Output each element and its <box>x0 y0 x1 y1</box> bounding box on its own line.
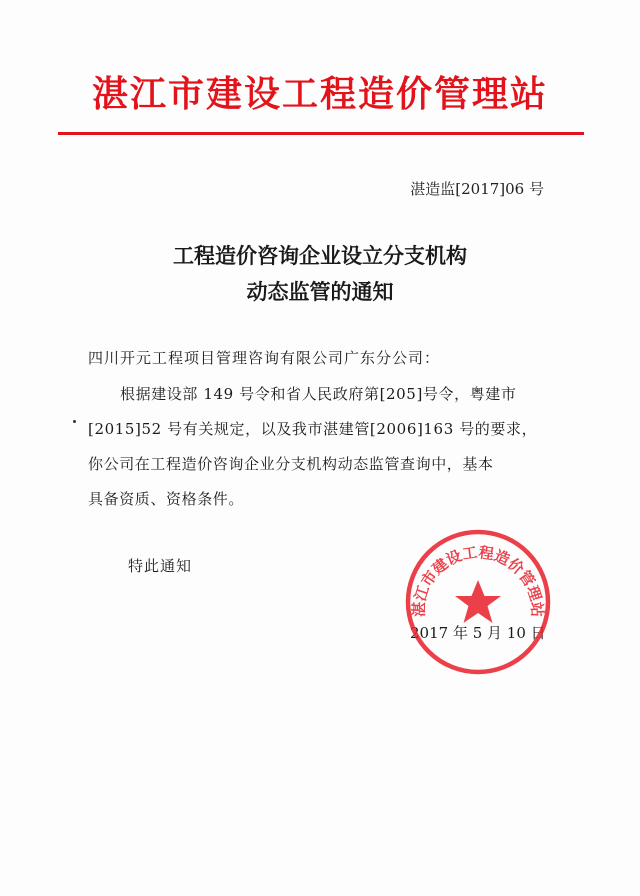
body-line-2: [2015]52 号有关规定，以及我市湛建管[2006]163 号的要求， <box>88 420 538 438</box>
official-seal <box>404 528 552 676</box>
letterhead-org-name: 湛江市建设工程造价管理站 <box>91 74 548 115</box>
body-line-3: 你公司在工程造价咨询企业分支机构动态监管查询中，基本 <box>88 455 494 473</box>
seal-star <box>455 580 501 623</box>
document-number: 湛造监[2017]06 号 <box>410 180 544 198</box>
body-line-1: 根据建设部 149 号令和省人民政府第[205]号令，粤建市 <box>120 385 517 403</box>
closing-remark: 特此通知 <box>128 557 193 575</box>
salutation: 四川开元工程项目管理咨询有限公司广东分公司： <box>88 349 441 367</box>
letterhead-red-rule <box>58 132 584 135</box>
document-title-line1: 工程造价咨询企业设立分支机构 <box>173 244 467 268</box>
scan-speck <box>73 420 76 423</box>
body-line-4: 具备资质、资格条件。 <box>88 490 245 508</box>
document-title-line2: 动态监管的通知 <box>246 280 394 304</box>
seal-text: 湛江市建设工程造价管理站 <box>409 543 547 618</box>
issue-date: 2017 年 5 月 10 日 <box>410 624 546 642</box>
